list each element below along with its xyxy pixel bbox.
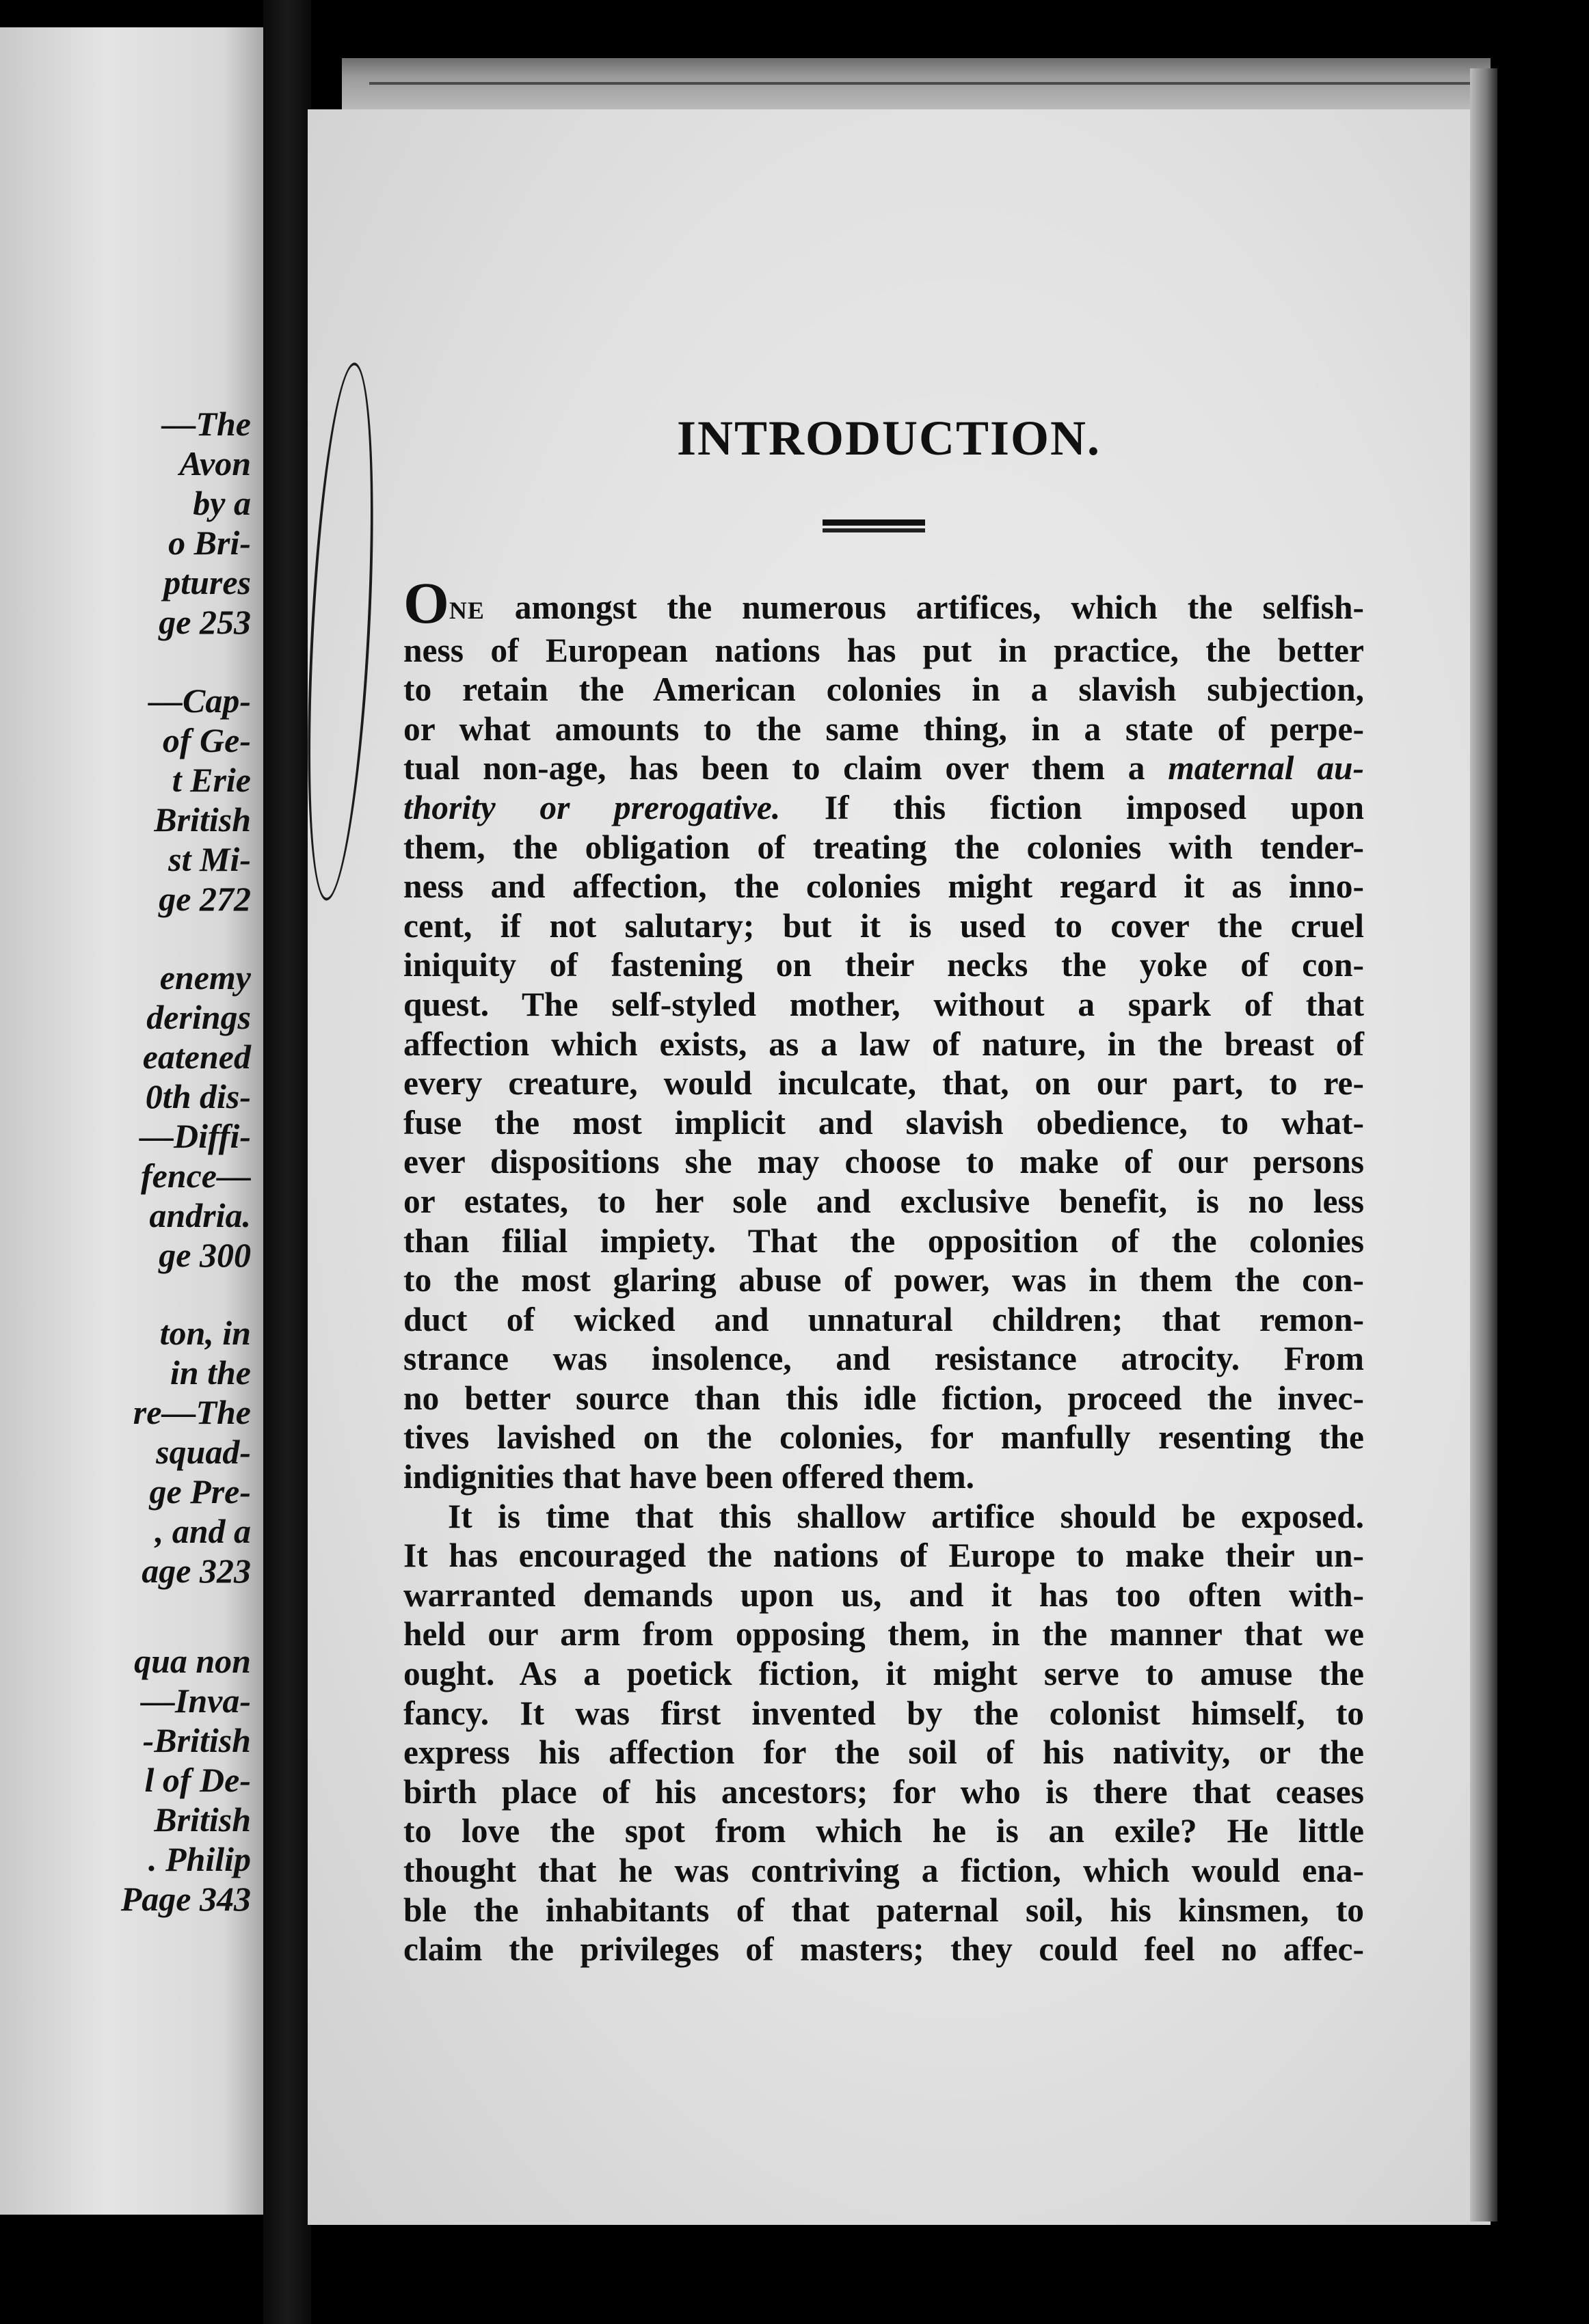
left-page-line: in the	[170, 1353, 251, 1392]
body-text	[403, 570, 1365, 1969]
text-run: If this fiction imposed upon	[780, 788, 1365, 826]
text-line: to the most glaring abuse of power, was in them the con-	[403, 1261, 1364, 1299]
left-page-line: ge Pre-	[149, 1472, 251, 1511]
left-page-line: squad-	[156, 1433, 251, 1471]
text-line: It is time that this shallow artifice should be exposed.	[448, 1497, 1364, 1535]
text-line: to love the spot from which he is an exile? He little	[403, 1812, 1364, 1850]
text-line: quest. The self-styled mother, without a spark of that	[403, 985, 1364, 1023]
text-run: tual non-age, has been to claim over them a	[403, 749, 1169, 787]
left-page-line: —Diffi-	[139, 1117, 251, 1155]
page-top-edge	[342, 58, 1491, 113]
rule-thin	[823, 528, 925, 532]
text-line: ought. As a poetick fiction, it might serve to amuse the	[403, 1655, 1364, 1693]
page-title: INTRODUCTION.	[676, 411, 1101, 465]
text-line: warranted demands upon us, and it has too often with-	[403, 1576, 1364, 1614]
text-line: to retain the American colonies in a slavish subjection,	[403, 671, 1364, 709]
text-line: iniquity of fastening on their necks the yoke of con-	[403, 946, 1364, 984]
left-page-line: Page 343	[120, 1880, 251, 1918]
text-line: ness of European nations has put in practice, the better	[403, 631, 1364, 669]
text-line	[403, 570, 1364, 636]
left-page-line: andria.	[149, 1196, 251, 1234]
left-page-line: of Ge-	[162, 721, 251, 759]
text-run: amongst the numerous artifices, which the selfish-	[484, 589, 1364, 626]
text-line: cent, if not salutary; but it is used to cover the cruel	[403, 906, 1364, 945]
text-line: every creature, would inculcate, that, on our part, to re-	[403, 1064, 1364, 1103]
text-line: or what amounts to the same thing, in a state of perpe-	[403, 710, 1364, 748]
left-page-line: -British	[142, 1721, 251, 1759]
text-line: fuse the most implicit and slavish obedience, to what-	[403, 1103, 1364, 1141]
text-line: birth place of his ancestors; for who is there that ceases	[403, 1772, 1364, 1811]
left-page-line: —The	[161, 405, 251, 443]
text-line: no better source than this idle fiction, proceed the invec-	[403, 1379, 1364, 1417]
text-line: fancy. It was first invented by the colonist himself, to	[403, 1694, 1364, 1732]
text-line: ever dispositions she may choose to make of our persons	[403, 1143, 1364, 1181]
text-line: thought that he was contriving a fiction, which would ena-	[403, 1852, 1364, 1889]
left-page-line: o Bri-	[168, 524, 251, 562]
text-line: held our arm from opposing them, in the manner that we	[403, 1615, 1364, 1653]
text-line: or estates, to her sole and exclusive benefit, is no less	[403, 1182, 1364, 1220]
left-page-line: enemy	[159, 958, 251, 997]
rule-thick	[823, 519, 925, 526]
drop-initial: O	[403, 570, 449, 636]
left-page-line: fence—	[140, 1157, 251, 1195]
left-page-line: eatened	[142, 1038, 251, 1076]
text-line: It has encouraged the nations of Europe to make their un-	[403, 1537, 1364, 1575]
text-line: than filial impiety. That the opposition of the colonies	[403, 1221, 1364, 1260]
left-page-line: 0th dis-	[145, 1077, 251, 1116]
text-line: them, the obligation of treating the colonies with tender-	[403, 828, 1364, 866]
left-page-line: ton, in	[159, 1314, 251, 1352]
left-page-line: qua non	[134, 1642, 251, 1680]
text-line: strance was insolence, and resistance atrocity. From	[403, 1340, 1364, 1378]
text-line: indignities that have been offered them.	[403, 1458, 975, 1496]
left-page-line: derings	[146, 998, 251, 1036]
italic-run: thority or prerogative.	[403, 788, 781, 826]
page-right-edge	[1470, 68, 1497, 2221]
text-line: claim the privileges of masters; they could feel no affec-	[403, 1930, 1364, 1969]
book-gutter	[263, 0, 311, 2324]
left-page-line: re—The	[133, 1393, 251, 1431]
left-page-line: t Erie	[172, 761, 251, 799]
left-page-line: ptures	[163, 563, 251, 602]
left-page-line: , and a	[155, 1512, 251, 1550]
left-page-line: —Inva-	[140, 1681, 251, 1720]
left-page-line: ge 300	[159, 1236, 251, 1274]
left-page-fragment	[0, 27, 263, 2215]
left-page-line: British	[154, 800, 251, 839]
left-page-line: . Philip	[148, 1840, 251, 1878]
text-line: ble the inhabitants of that paternal soil, his kinsmen, to	[403, 1891, 1364, 1929]
left-page-line: ge 272	[159, 880, 251, 918]
left-page-line: age 323	[142, 1552, 251, 1590]
left-page-line: st Mi-	[168, 840, 251, 878]
text-line: duct of wicked and unnatural children; that remon-	[403, 1300, 1364, 1338]
left-page-line: Avon	[179, 444, 251, 483]
title-double-rule	[823, 519, 925, 535]
text-line: affection which exists, as a law of nature, in the breast of	[403, 1025, 1364, 1063]
left-page-line: by a	[193, 484, 251, 522]
italic-run: maternal au-	[1168, 749, 1364, 787]
left-page-line: British	[154, 1800, 251, 1839]
left-page-line: ge 253	[159, 603, 251, 641]
text-line: tives lavished on the colonies, for manfully resenting the	[403, 1418, 1364, 1457]
text-line: ness and affection, the colonies might regard it as inno-	[403, 867, 1364, 906]
text-line	[403, 788, 1364, 828]
left-page-line: —Cap-	[148, 681, 251, 720]
left-page-line: l of De-	[144, 1761, 251, 1799]
small-caps: NE	[449, 597, 485, 624]
text-line: express his affection for the soil of his nativity, or the	[403, 1733, 1364, 1772]
text-line	[403, 748, 1364, 788]
